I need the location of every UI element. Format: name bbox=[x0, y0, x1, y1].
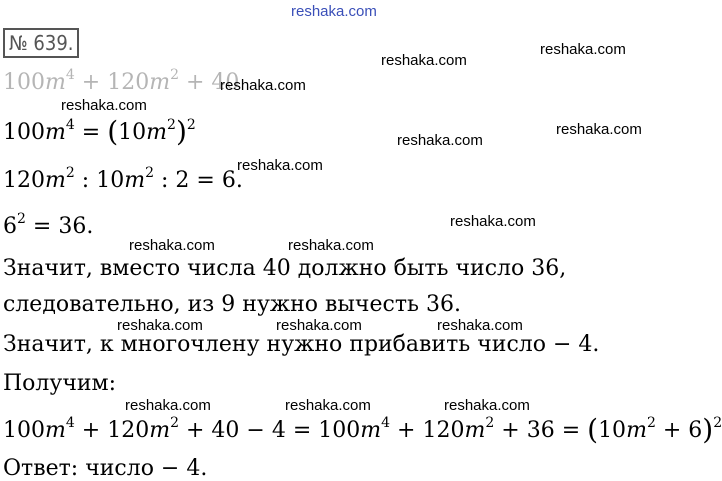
watermark: reshaka.com bbox=[237, 157, 323, 174]
division-line: $120m^2$ : $10m^2$ : 2 = 6. bbox=[3, 165, 243, 193]
watermark: reshaka.com bbox=[276, 317, 362, 334]
watermark: reshaka.com bbox=[381, 52, 467, 69]
text-line-4: Получим: bbox=[3, 371, 117, 396]
watermark: reshaka.com bbox=[450, 213, 536, 230]
final-expression: $100m^4 + 120m^2 + 40 - 4 = 100m^4 + 120m^2 + 36 = (10m^2 + 6)^2$ bbox=[3, 413, 722, 446]
watermark: reshaka.com bbox=[61, 97, 147, 114]
watermark-top: reshaka.com bbox=[291, 3, 377, 20]
text-line-1: Значит, вместо числа 40 должно быть число 36, bbox=[3, 256, 567, 281]
given-expression: $100m^4 + 120m^2 + 40$ bbox=[3, 67, 240, 95]
text-line-3: Значит, к многочлену нужно прибавить число − 4. bbox=[3, 332, 600, 357]
watermark: reshaka.com bbox=[288, 237, 374, 254]
answer-line: Ответ: число − 4. bbox=[3, 456, 208, 481]
watermark: reshaka.com bbox=[397, 132, 483, 149]
watermark: reshaka.com bbox=[220, 77, 306, 94]
watermark: reshaka.com bbox=[117, 317, 203, 334]
problem-number: № 639. bbox=[3, 28, 79, 58]
watermark: reshaka.com bbox=[129, 237, 215, 254]
six-squared-line: $6^2 = 36$. bbox=[3, 211, 94, 239]
square-first-term: $100m^4 = (10m^2)^2$ bbox=[3, 115, 196, 148]
text-line-2: следовательно, из 9 нужно вычесть 36. bbox=[3, 292, 461, 317]
watermark: reshaka.com bbox=[540, 41, 626, 58]
watermark: reshaka.com bbox=[437, 317, 523, 334]
watermark: reshaka.com bbox=[285, 397, 371, 414]
watermark: reshaka.com bbox=[444, 397, 530, 414]
watermark: reshaka.com bbox=[125, 397, 211, 414]
watermark: reshaka.com bbox=[556, 121, 642, 138]
